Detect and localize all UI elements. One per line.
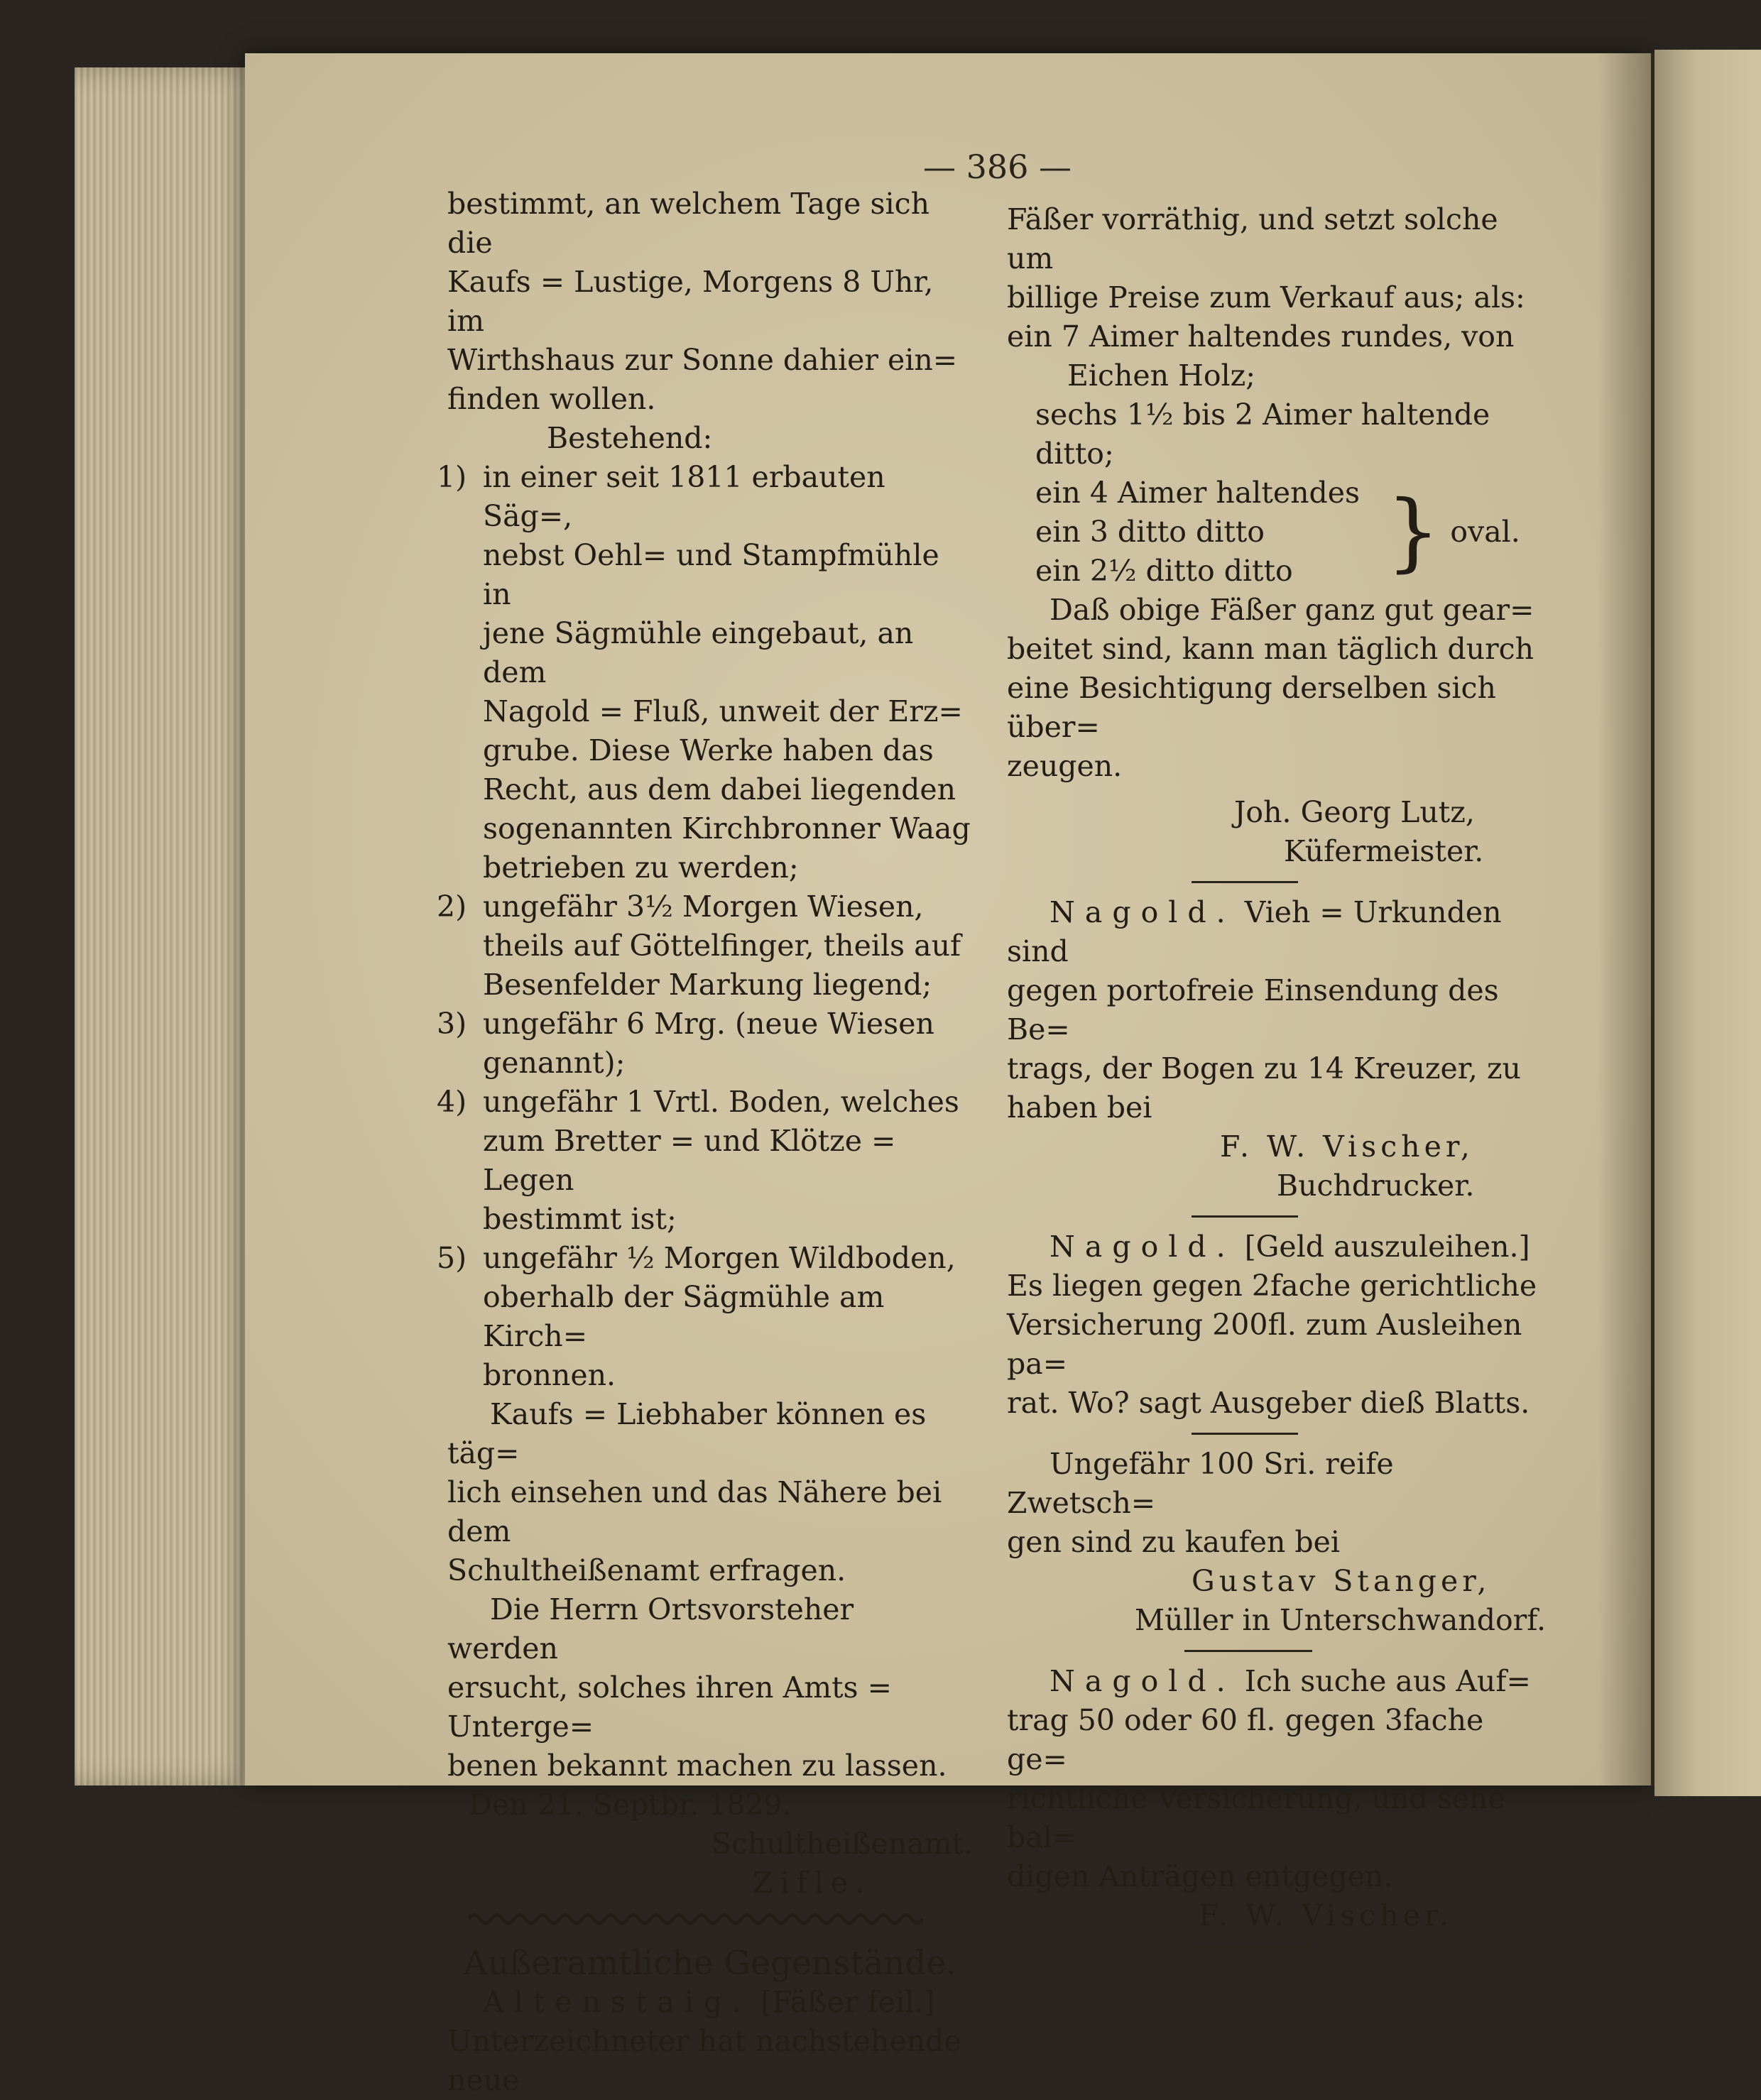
text-line: Daß obige Fäßer ganz gut gear= [1049, 593, 1534, 627]
item-number: 2) [437, 890, 467, 924]
text-line: ersucht, solches ihren Amts = Unterge= [447, 1670, 892, 1744]
text-line: Die Herrn Ortsvorsteher werden [447, 1592, 854, 1666]
signature: F. W. Vischer, [1220, 1130, 1474, 1164]
ad-tag: [Fäßer feil.] [760, 1985, 935, 2019]
section-heading: Außeramtliche Gegenstände. [463, 1944, 957, 1983]
text-line: Schultheißenamt erfragen. [447, 1553, 846, 1587]
text-line: ungefähr 1 Vrtl. Boden, welches [483, 1085, 959, 1119]
signature: F. W. Vischer. [1199, 1898, 1453, 1932]
text-line: billige Preise zum Verkauf aus; als: [1007, 280, 1525, 315]
text-line: eine Besichtigung derselben sich über= [1007, 671, 1496, 744]
page-gutter-shadow [1598, 53, 1654, 1785]
ad-place: Nagold. [1049, 1664, 1236, 1698]
item-number: 4) [437, 1085, 467, 1119]
item-number: 3) [437, 1007, 467, 1041]
divider [1192, 1215, 1298, 1218]
signature: Zifle. [753, 1866, 872, 1900]
text-line: rat. Wo? sagt Ausgeber dieß Blatts. [1007, 1386, 1530, 1420]
text-line: trags, der Bogen zu 14 Kreuzer, zu [1007, 1051, 1521, 1085]
text-line: betrieben zu werden; [483, 851, 799, 885]
text-line: grube. Diese Werke haben das [483, 733, 934, 767]
divider [1192, 881, 1298, 883]
text-line: Wirthshaus zur Sonne dahier ein= [447, 343, 958, 377]
ad-place: Altenstaig. [483, 1985, 752, 2019]
text-line: Recht, aus dem dabei liegenden [483, 772, 956, 806]
list-item [437, 1083, 973, 1239]
curly-brace: } [1386, 482, 1441, 581]
ad-line [1007, 893, 1547, 971]
text-line: bronnen. [483, 1358, 616, 1392]
list-item [437, 458, 973, 887]
oval-barrel-list [1035, 474, 1547, 591]
signature-title: Küfermeister. [1284, 834, 1484, 868]
ad-place: Nagold. [1049, 1230, 1236, 1264]
text-line: ein 2½ ditto ditto [1035, 554, 1293, 588]
ad-line [1007, 1662, 1547, 1701]
signature: Joh. Georg Lutz, [1234, 795, 1475, 829]
text-line: bestimmt, an welchem Tage sich die [447, 187, 930, 260]
left-column [437, 185, 973, 2100]
list-item [437, 1239, 973, 1395]
text-line: sogenannten Kirchbronner Waag [483, 811, 971, 846]
text-line: Unterzeichneter hat nachstehende neue [447, 2024, 961, 2097]
text-line: ungefähr 3½ Morgen Wiesen, [483, 890, 924, 924]
text-line: ein 7 Aimer haltendes rundes, von [1007, 319, 1515, 354]
text-line: Kaufs = Liebhaber können es täg= [447, 1397, 927, 1470]
text-line: ein 3 ditto ditto [1035, 515, 1265, 549]
list-item [437, 1005, 973, 1083]
signature-title: Müller in Unterschwandorf. [1135, 1603, 1546, 1637]
list-heading: Bestehend: [547, 421, 713, 455]
right-column [1007, 200, 1547, 1957]
ad-tag: [Geld auszuleihen.] [1244, 1230, 1530, 1264]
item-number: 1) [437, 460, 467, 494]
signature-title: Buchdrucker. [1277, 1169, 1475, 1203]
issuing-office: Schultheißenamt. [711, 1827, 973, 1861]
text-line: haben bei [1007, 1090, 1152, 1125]
text-line: benen bekannt machen zu lassen. [447, 1749, 947, 1783]
text-line: richtliche Versicherung, und sehe bal= [1007, 1781, 1505, 1854]
text-line: oberhalb der Sägmühle am Kirch= [483, 1280, 885, 1353]
ad-intro [447, 1983, 973, 2022]
text-line: ein 4 Aimer haltendes [1035, 476, 1361, 510]
text-line: in einer seit 1811 erbauten Säg=, [483, 460, 885, 533]
text-line: lich einsehen und das Nähere bei dem [447, 1475, 942, 1548]
text-line: Es liegen gegen 2fache gerichtliche [1007, 1269, 1537, 1303]
text-line: zeugen. [1007, 749, 1123, 783]
ad-place: Nagold. [1049, 895, 1236, 929]
text-line: Versicherung 200fl. zum Ausleihen pa= [1007, 1308, 1522, 1381]
signature: Gustav Stanger, [1192, 1564, 1491, 1598]
text-line: digen Anträgen entgegen. [1007, 1859, 1393, 1893]
divider [1184, 1650, 1312, 1652]
ad-line [1007, 1227, 1547, 1267]
text-line: Eichen Holz; [1067, 359, 1256, 393]
text-line: gen sind zu kaufen bei [1007, 1525, 1341, 1559]
text-line: bestimmt ist; [483, 1202, 677, 1236]
text-line: Fäßer vorräthig, und setzt solche um [1007, 202, 1498, 275]
divider [1192, 1945, 1312, 1947]
text-line: ungefähr 6 Mrg. (neue Wiesen [483, 1007, 934, 1041]
facing-page-edge [1654, 50, 1761, 1796]
text-line: gegen portofreie Einsendung des Be= [1007, 973, 1499, 1046]
book-page-edges [75, 67, 273, 1785]
text-line: trag 50 oder 60 fl. gegen 3fache ge= [1007, 1703, 1484, 1776]
text-line: Vieh = Urkunden sind [1007, 895, 1502, 968]
text-line: genannt); [483, 1046, 626, 1080]
text-line: theils auf Göttelfinger, theils auf [483, 929, 961, 963]
page-number: — 386 — [923, 148, 1072, 186]
text-line: Besenfelder Markung liegend; [483, 968, 932, 1002]
text-line: sechs 1½ bis 2 Aimer haltende ditto; [1035, 398, 1490, 471]
text-line: zum Bretter = und Klötze = Legen [483, 1124, 896, 1197]
text-line: ungefähr ½ Morgen Wildboden, [483, 1241, 956, 1275]
text-line: finden wollen. [447, 382, 656, 416]
item-number: 5) [437, 1241, 467, 1275]
text-line: jene Sägmühle eingebaut, an dem [483, 616, 914, 689]
text-line: Kaufs = Lustige, Morgens 8 Uhr, im [447, 265, 934, 338]
text-line: nebst Oehl= und Stampfmühle in [483, 538, 939, 611]
list-item [437, 887, 973, 1005]
text-line: beitet sind, kann man täglich durch [1007, 632, 1534, 666]
text-line: Ich suche aus Auf= [1244, 1664, 1531, 1698]
divider [1192, 1433, 1298, 1435]
oval-label: oval. [1450, 515, 1520, 549]
wavy-divider [469, 1910, 923, 1928]
date-line: Den 21. Septbr. 1829. [469, 1788, 792, 1822]
text-line: Ungefähr 100 Sri. reife Zwetsch= [1007, 1447, 1394, 1520]
text-line: Nagold = Fluß, unweit der Erz= [483, 694, 963, 728]
